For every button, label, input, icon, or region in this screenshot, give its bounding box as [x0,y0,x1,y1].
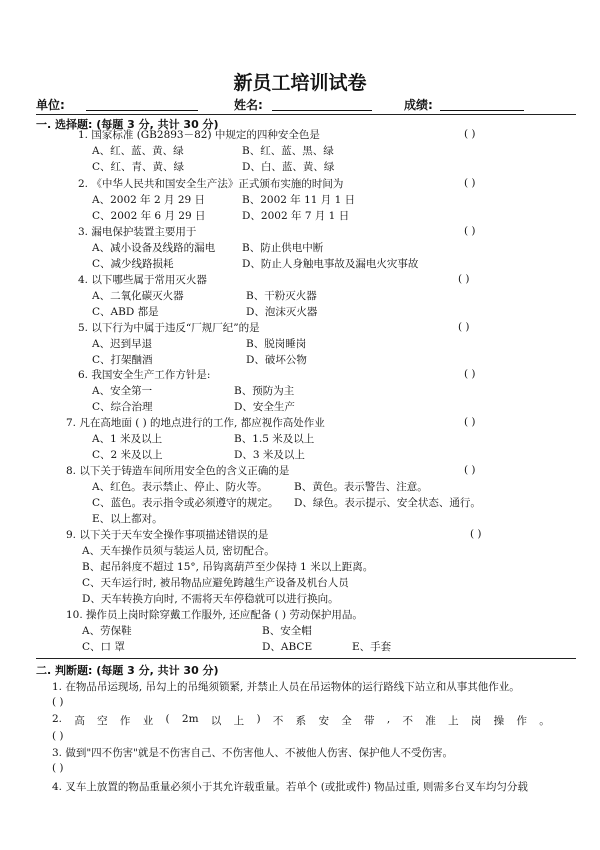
answer-blank[interactable]: ( ) [464,416,476,428]
option: B、安全帽 [262,625,312,637]
token: 全 [341,715,352,727]
option: E、手套 [352,641,392,653]
name-field[interactable] [272,110,372,111]
option: C、红、青、黄、绿 [92,161,185,173]
question-stem: 9. 以下关于天车安全操作事项描述错误的是 [66,529,269,541]
option: A、二氧化碳灭火器 [92,290,184,302]
token: 操 [493,715,505,727]
section-heading: 一. 选择题: (每题 3 分, 共计 30 分) [36,118,219,131]
option: A、迟到早退 [92,338,153,350]
unit-field[interactable] [86,110,198,111]
token: ( [165,713,170,725]
token: 2. [52,713,63,725]
token: 带 [364,715,375,727]
answer-blank[interactable]: ( ) [464,368,476,380]
answer-blank[interactable]: ( ) [470,528,482,540]
option: C、2002 年 6 月 29 日 [92,210,206,222]
token: 。 [539,715,550,727]
judgment-item-justified [52,713,550,728]
token: 安 [318,715,329,727]
answer-blank[interactable]: ( ) [464,177,476,189]
option: D、白、蓝、黄、绿 [242,161,335,173]
option: A、红色。表示禁止、停止、防火等。 [92,481,268,493]
option: C、蓝色。表示指令或必须遵守的规定。 [92,497,279,509]
unit-label: 单位: [36,98,65,112]
answer-blank[interactable]: ( ) [464,225,476,237]
option: B、2002 年 11 月 1 日 [242,194,356,206]
token: , [386,713,391,725]
question-stem: 5. 以下行为中属于违反“厂规厂纪”的是 [78,322,260,334]
option: E、以上都对。 [92,513,163,525]
option: D、天车转换方向时, 不需将天车停稳就可以进行换向。 [82,593,339,605]
token: 上 [448,715,459,727]
option: B、黄色。表示警告、注意。 [294,481,428,493]
token: 系 [295,715,307,727]
option: D、3 米及以上 [234,449,305,461]
token: 以 [210,715,222,727]
option: C、口 罩 [82,641,125,653]
answer-blank[interactable]: ( ) [464,128,476,140]
token: 不 [272,715,284,727]
option: D、2002 年 7 月 1 日 [242,210,350,222]
name-label: 姓名: [234,98,263,112]
question-stem: 7. 凡在高地面 ( ) 的地点进行的工作, 都应视作高处作业 [66,417,325,429]
question-stem: 1. 国家标准 (GB2893－82) 中规定的四种安全色是 [78,129,320,141]
answer-blank[interactable]: ( ) [458,273,470,285]
score-field[interactable] [440,110,524,111]
option: A、1 米及以上 [92,433,163,445]
option: C、2 米及以上 [92,449,163,461]
token: 岗 [470,715,482,727]
judgment-item: 4. 叉车上放置的物品重量必须小于其允许载重量。若单个 (或批或件) 物品过重, 则需多台叉车均匀分载 [52,781,528,793]
answer-blank[interactable]: ( ) [52,730,64,742]
question-stem: 3. 漏电保护装置主要用于 [78,226,197,238]
token: 准 [425,715,436,727]
token: 2m [181,713,199,725]
question-stem: 8. 以下关于铸造车间所用安全色的含义正确的是 [66,465,290,477]
judgment-item: 3. 做到"四不伤害"就是不伤害自己、不伤害他人、不被他人伤害、保护他人不受伤害。 [52,747,454,759]
option: A、2002 年 2 月 29 日 [92,194,206,206]
option: C、打架酗酒 [92,354,153,366]
token: 不 [402,715,413,727]
option: A、红、蓝、黄、绿 [92,145,184,157]
token: 作 [516,715,527,727]
token: 业 [142,715,154,727]
score-label: 成绩: [404,98,433,112]
option: A、天车操作员须与装运人员, 密切配合。 [82,545,275,557]
option: D、泡沫灭火器 [246,306,318,318]
token: ) [256,713,261,725]
option: A、安全第一 [92,385,153,397]
question-stem: 4. 以下哪些属于常用灭火器 [78,274,207,286]
answer-blank[interactable]: ( ) [464,464,476,476]
section-heading: 二. 判断题: (每题 3 分, 共计 30 分) [36,664,219,677]
section-divider [36,114,576,115]
option: B、干粉灭火器 [246,290,317,302]
option: B、脱岗睡岗 [246,338,307,350]
option: C、减少线路损耗 [92,258,174,270]
section-divider [36,658,576,659]
option: B、起吊斜度不超过 15°, 吊钩离葫芦至少保持 1 米以上距离。 [82,561,374,573]
option: D、防止人身触电事故及漏电火灾事故 [242,258,419,270]
token: 作 [119,715,131,727]
option: B、1.5 米及以上 [234,433,315,445]
option: A、减小设备及线路的漏电 [92,242,216,254]
option: D、安全生产 [234,401,295,413]
option: A、劳保鞋 [82,625,132,637]
answer-blank[interactable]: ( ) [52,762,64,774]
option: B、预防为主 [234,385,295,397]
option: D、绿色。表示提示、安全状态、通行。 [294,497,481,509]
option: B、红、蓝、黑、绿 [242,145,334,157]
token: 高 [74,715,85,727]
option: D、破坏公物 [246,354,307,366]
option: C、ABD 都是 [92,306,159,318]
question-stem: 10. 操作员上岗时除穿戴工作服外, 还应配备 ( ) 劳动保护用品。 [66,609,363,621]
option: C、天车运行时, 被吊物品应避免跨越生产设备及机台人员 [82,577,349,589]
option: C、综合治理 [92,401,153,413]
page-title: 新员工培训试卷 [233,72,367,94]
answer-blank[interactable]: ( ) [458,321,470,333]
judgment-item: 1. 在物品吊运现场, 吊勾上的吊绳须锁紧, 并禁止人员在吊运物体的运行路线下站立和从事其他作业。 [52,681,520,693]
answer-blank[interactable]: ( ) [52,696,64,708]
token: 上 [233,715,245,727]
question-stem: 2. 《中华人民共和国安全生产法》正式颁布实施的时间为 [78,178,344,190]
option: D、ABCE [262,641,313,653]
token: 空 [97,715,108,727]
question-stem: 6. 我国安全生产工作方针是: [78,369,211,381]
option: B、防止供电中断 [242,242,324,254]
